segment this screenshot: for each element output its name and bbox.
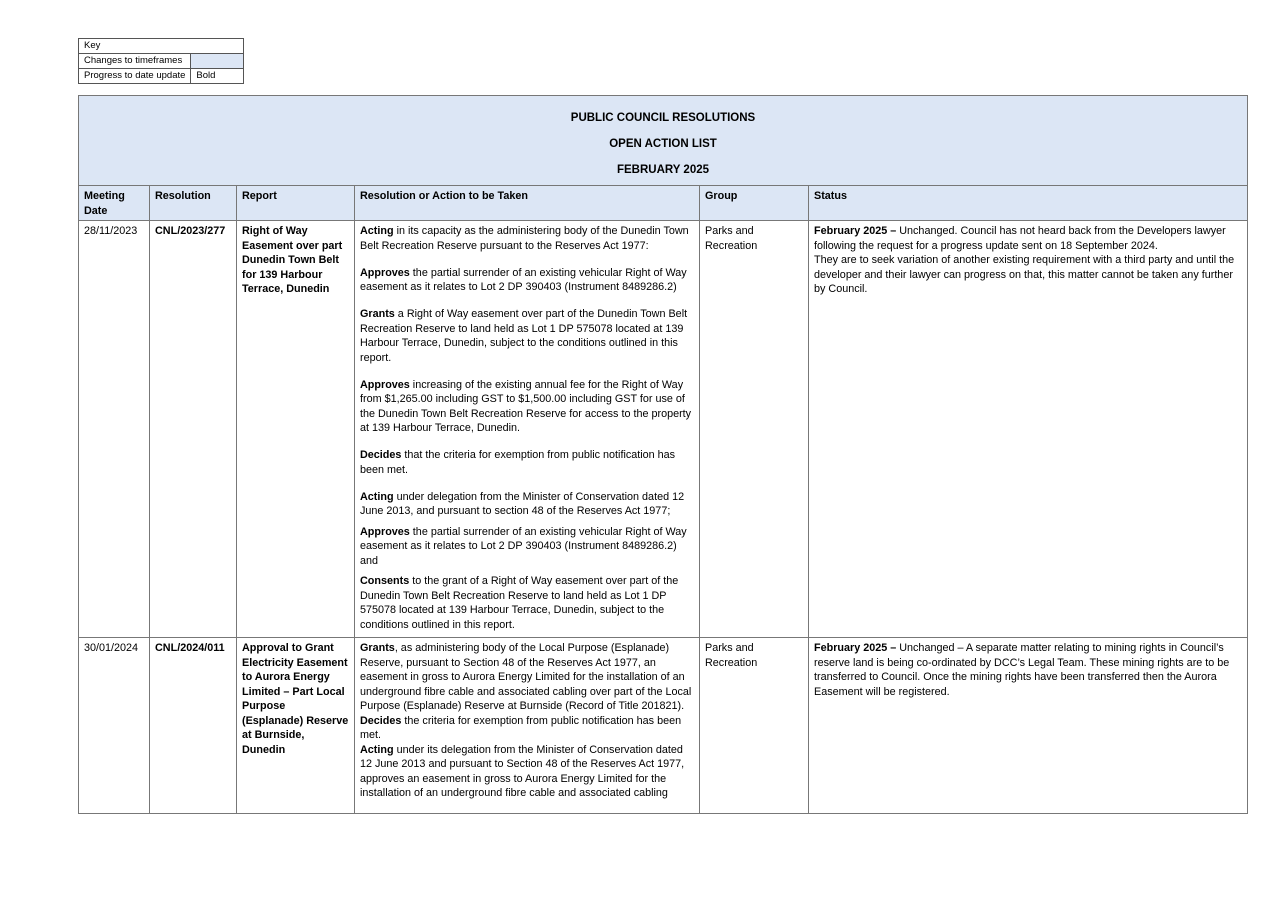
action-paragraph: Approves the partial surrender of an existing vehicular Right of Way easement as it relates to Lot 2 DP 390403 (Instrument 8489286.2) and [360,525,687,567]
col-header-status: Status [809,186,1248,221]
meeting-date: 28/11/2023 [79,221,150,638]
group-name: Parks and Recreation [700,221,809,638]
action-cell [355,221,700,638]
report-title: Approval to Grant Electricity Easement to Aurora Energy Limited – Part Local Purpose (Esplanade) Reserve at Burnside, Dunedin [237,638,355,814]
status-date: February 2025 – [814,642,897,654]
action-paragraph: Grants a Right of Way easement over part of the Dunedin Town Belt Recreation Reserve to land held as Lot 1 DP 575078 located at 139 Harbour Terrace, Dunedin, subject to the conditions outlined in this report. [360,308,688,364]
action-list-table [78,95,1248,814]
status-text: Unchanged. Council has not heard back from the Developers lawyer following the request for a progress update sent on 18 September 2024. [814,225,1226,252]
key-title: Key [79,39,244,54]
col-header-action: Resolution or Action to be Taken [355,186,700,221]
action-paragraph: Approves increasing of the existing annual fee for the Right of Way from $1,265.00 including GST to $1,500.00 including GST for use of the Dunedin Town Belt Recreation Reserve for access to the property at 139 Harbour Terrace, Dunedin. [360,378,692,434]
key-value-bold: Bold [191,69,244,84]
col-header-group: Group [700,186,809,221]
col-header-meeting-date: Meeting Date [79,186,150,221]
action-paragraph: Decides that the criteria for exemption from public notification has been met. [360,449,676,476]
action-paragraph: Acting under delegation from the Minister of Conservation dated 12 June 2013, and pursuant to section 48 of the Reserves Act 1977; [360,490,685,517]
status-cell [809,638,1248,814]
status-cell [809,221,1248,638]
key-label-timeframes: Changes to timeframes [79,54,191,69]
action-paragraph: Acting under its delegation from the Minister of Conservation dated 12 June 2013 and pursuant to Section 48 of the Reserves Act 1977, approves an easement in gross to Aurora Energy Limited for the installation of an underground fibre cable and associated cabling [360,743,685,799]
resolution-number: CNL/2024/011 [150,638,237,814]
action-paragraph: Acting in its capacity as the administering body of the Dunedin Town Belt Recreation Reserve pursuant to the Reserves Act 1977: [360,225,689,252]
report-title: Right of Way Easement over part Dunedin Town Belt for 139 Harbour Terrace, Dunedin [237,221,355,638]
status-text-2: They are to seek variation of another existing requirement with a third party and until the developer and their lawyer can progress on that, this matter cannot be taken any further by Council. [814,254,1235,295]
key-label-progress: Progress to date update [79,69,191,84]
resolution-number: CNL/2023/277 [150,221,237,638]
key-swatch-timeframes [191,54,244,69]
status-text: Unchanged – A separate matter relating to mining rights in Council’s reserve land is being co-ordinated by DCC’s Legal Team. These mining rights are to be transferred to Council. Once the mining rights have been transferred then the Aurora Easement will be registered. [814,642,1230,698]
col-header-report: Report [237,186,355,221]
action-paragraph: Consents to the grant of a Right of Way easement over part of the Dunedin Town Belt Recreation Reserve to land held as Lot 1 DP 575078 located at 139 Harbour Terrace, Dunedin, subject to the conditions outlined in this report. [360,575,679,631]
action-cell [355,638,700,814]
title-line-3: FEBRUARY 2025 [616,164,710,176]
action-paragraph: Decides the criteria for exemption from public notification has been met. [360,714,682,741]
group-name: Parks and Recreation [700,638,809,814]
title-line-2: OPEN ACTION LIST [609,138,717,150]
col-header-resolution: Resolution [150,186,237,221]
status-date: February 2025 – [814,225,897,237]
table-row [79,221,1248,638]
title-line-1: PUBLIC COUNCIL RESOLUTIONS [570,112,756,124]
table-title [79,96,1248,186]
table-row [79,638,1248,814]
meeting-date: 30/01/2024 [79,638,150,814]
action-paragraph: Grants, as administering body of the Local Purpose (Esplanade) Reserve, pursuant to Section 48 of the Reserves Act 1977, an easement in gross to Aurora Energy Limited for the installation of an underground fibre cable and associated cabling over part of the Local Purpose (Esplanade) Reserve at Burnside (Record of Title 201821). [360,642,692,712]
action-paragraph: Approves the partial surrender of an existing vehicular Right of Way easement as it relates to Lot 2 DP 390403 (Instrument 8489286.2) [360,266,687,293]
column-header-row [79,186,1248,221]
key-table [78,38,244,84]
